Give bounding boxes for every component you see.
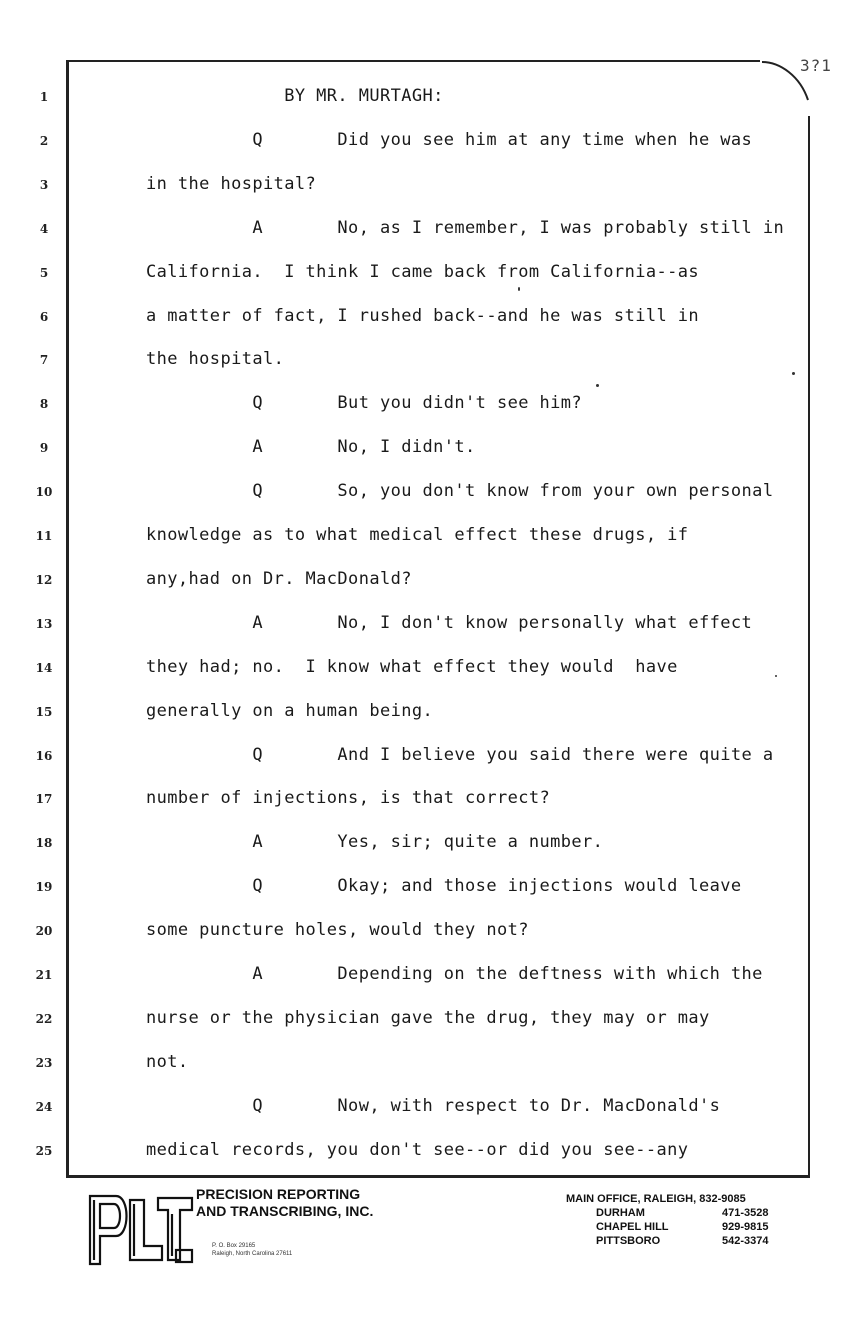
line-number: 11 (35, 529, 53, 543)
line-number: 19 (35, 880, 53, 894)
line-number: 21 (35, 968, 53, 982)
line-number: 20 (35, 924, 53, 938)
line-number: 17 (35, 792, 53, 806)
transcript-line: Q So, you don't know from your own personal (146, 481, 774, 501)
transcript-line: the hospital. (146, 349, 285, 369)
line-number: 8 (39, 397, 49, 411)
company-name-line2: AND TRANSCRIBING, INC. (196, 1203, 374, 1219)
line-number: 2 (39, 134, 49, 148)
office-name: CHAPEL HILL (596, 1221, 669, 1233)
scan-speck (792, 372, 795, 375)
transcript-line: Q And I believe you said there were quite a (146, 745, 774, 765)
office-row (566, 1206, 769, 1220)
footer (0, 1184, 860, 1274)
transcript-line: not. (146, 1052, 189, 1072)
transcript-line: any,had on Dr. MacDonald? (146, 569, 412, 589)
line-number: 10 (35, 485, 53, 499)
company-address (212, 1242, 292, 1258)
transcript-line: generally on a human being. (146, 701, 434, 721)
transcript-line: A Depending on the deftness with which the (146, 964, 763, 984)
office-phone: 471-3528 (722, 1207, 769, 1219)
line-number: 23 (35, 1056, 53, 1070)
transcript-line: Q But you didn't see him? (146, 393, 583, 413)
scan-speck (596, 384, 599, 387)
office-phone: 832-9085 (699, 1193, 746, 1205)
scan-speck (518, 287, 520, 291)
line-number: 3 (39, 178, 49, 192)
office-phone: 929-9815 (722, 1221, 769, 1233)
line-number: 12 (35, 573, 53, 587)
transcript-line: nurse or the physician gave the drug, they may or may (146, 1008, 710, 1028)
line-number: 9 (39, 441, 49, 455)
transcript-line: BY MR. MURTAGH: (146, 86, 444, 106)
address-line2: Raleigh, North Carolina 27611 (212, 1251, 293, 1257)
office-name: PITTSBORO (596, 1235, 661, 1247)
line-number: 13 (35, 617, 53, 631)
office-list (566, 1192, 769, 1248)
transcript-line: number of injections, is that correct? (146, 788, 551, 808)
office-row (566, 1234, 769, 1248)
line-number: 5 (39, 266, 49, 280)
line-number: 1 (39, 90, 49, 104)
line-number: 22 (35, 1012, 53, 1026)
transcript-line: A No, I don't know personally what effect (146, 613, 753, 633)
line-number: 25 (35, 1144, 53, 1158)
scan-speck (775, 675, 777, 677)
transcript-line: some puncture holes, would they not? (146, 920, 529, 940)
office-name: DURHAM (596, 1207, 645, 1219)
transcript-line: knowledge as to what medical effect these drugs, if (146, 525, 689, 545)
line-number: 7 (39, 353, 49, 367)
line-number: 15 (35, 705, 53, 719)
company-name (196, 1186, 373, 1220)
line-number: 24 (35, 1100, 53, 1114)
transcript-line: A Yes, sir; quite a number. (146, 832, 604, 852)
company-name-line1: PRECISION REPORTING (196, 1186, 361, 1202)
transcript-line: a matter of fact, I rushed back--and he was still in (146, 306, 700, 326)
office-phone: 542-3374 (722, 1235, 769, 1247)
line-number: 18 (35, 836, 53, 850)
office-name: MAIN OFFICE, RALEIGH (566, 1193, 694, 1205)
transcript-line: Q Now, with respect to Dr. MacDonald's (146, 1096, 721, 1116)
line-number: 4 (39, 222, 49, 236)
transcript-line: Q Did you see him at any time when he was (146, 130, 753, 150)
pt-logo-icon (86, 1190, 196, 1266)
page-number: 3?1 (800, 56, 832, 75)
transcript-line: in the hospital? (146, 174, 317, 194)
line-number: 6 (39, 310, 49, 324)
line-number: 16 (35, 749, 53, 763)
address-line1: P. O. Box 29165 (212, 1243, 256, 1249)
office-row: MAIN OFFICE, RALEIGH , 832-9085 (566, 1193, 746, 1205)
transcript-line: California. I think I came back from California--as (146, 262, 700, 282)
transcript-line: Q Okay; and those injections would leave (146, 876, 742, 896)
office-row (566, 1220, 769, 1234)
transcript-line: A No, I didn't. (146, 437, 476, 457)
transcript-line: A No, as I remember, I was probably still in (146, 218, 785, 238)
transcript-line: they had; no. I know what effect they would have (146, 657, 678, 677)
transcript-line: medical records, you don't see--or did you see--any (146, 1140, 689, 1160)
line-number: 14 (35, 661, 53, 675)
